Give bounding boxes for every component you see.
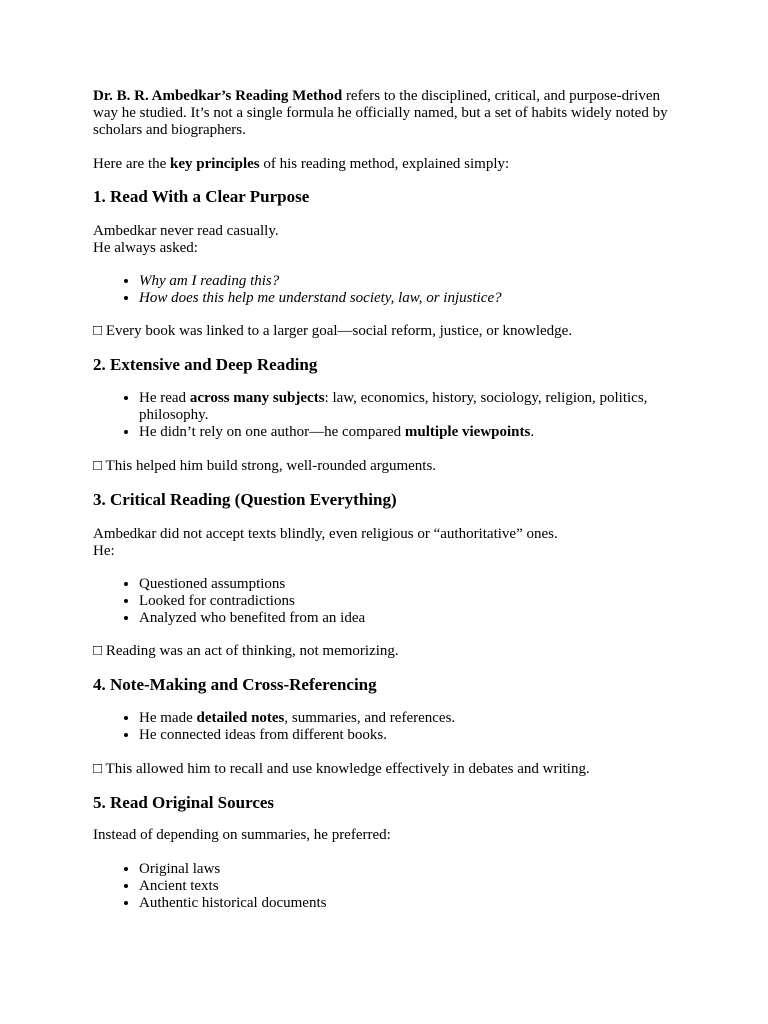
- section-heading: 5. Read Original Sources: [93, 793, 275, 812]
- note-text: Every book was linked to a larger goal—social reform, justice, or knowledge.: [105, 323, 573, 339]
- bullet-list: [93, 710, 683, 744]
- list-item: • Questioned assumptions: [139, 576, 683, 593]
- note-paragraph: [93, 323, 683, 340]
- list-item: • Original laws: [139, 861, 683, 878]
- intro-paragraph: [93, 88, 683, 139]
- section-paragraph: Instead of depending on summaries, he preferred:: [93, 827, 391, 843]
- note-paragraph: [93, 458, 683, 475]
- para-line: Ambedkar never read casually.: [93, 223, 279, 239]
- bullet-list: [93, 390, 683, 441]
- note-paragraph: [93, 761, 683, 778]
- note-paragraph: [93, 643, 683, 660]
- item-bold: across many subjects: [189, 390, 325, 406]
- item-pre: He made: [139, 710, 197, 726]
- section-heading: 2. Extensive and Deep Reading: [93, 355, 318, 374]
- bullet-list: [93, 576, 683, 627]
- section-heading: 1. Read With a Clear Purpose: [93, 187, 310, 206]
- note-glyph-icon: □: [93, 643, 103, 659]
- note-text: This helped him build strong, well-rounded arguments.: [105, 458, 437, 474]
- item-post: .: [530, 424, 535, 440]
- document-body: [93, 88, 683, 912]
- list-item: • Authentic historical documents: [139, 895, 683, 912]
- item-bold: multiple viewpoints: [404, 424, 531, 440]
- list-item: • Analyzed who benefited from an idea: [139, 610, 683, 627]
- list-item: • How does this help me understand society, law, or injustice?: [139, 290, 683, 307]
- item-post: : law, economics, history, sociology, religion, politics, philosophy.: [139, 390, 648, 423]
- lead-pre: Here are the: [93, 156, 171, 172]
- intro-title: Dr. B. R. Ambedkar’s Reading Method: [93, 88, 343, 104]
- intro-text: refers to the disciplined, critical, and purpose-driven way he studied. It’s not a single formula he officially named, but a set of habits widely noted by scholars and biographers.: [93, 88, 668, 138]
- list-item: • Why am I reading this?: [139, 273, 683, 290]
- item-bold: detailed notes: [196, 710, 285, 726]
- item-pre: He read: [139, 390, 190, 406]
- list-item: [139, 424, 683, 441]
- section-paragraph: [93, 223, 683, 257]
- para-line: Ambedkar did not accept texts blindly, even religious or “authoritative” ones.: [93, 526, 558, 542]
- section-heading: 4. Note-Making and Cross-Referencing: [93, 675, 377, 694]
- list-item: [139, 710, 683, 727]
- item-pre: He didn’t rely on one author—he compared: [139, 424, 405, 440]
- bullet-list: [93, 273, 683, 307]
- para-line: He always asked:: [93, 240, 198, 256]
- section-paragraph: [93, 526, 683, 560]
- section-heading: 3. Critical Reading (Question Everything): [93, 490, 397, 509]
- list-item: • Ancient texts: [139, 878, 683, 895]
- bullet-list: [93, 861, 683, 912]
- note-glyph-icon: □: [93, 323, 103, 339]
- list-item: [139, 390, 683, 424]
- note-text: Reading was an act of thinking, not memorizing.: [105, 643, 399, 659]
- list-item: • Looked for contradictions: [139, 593, 683, 610]
- lead-bold: key principles: [170, 156, 260, 172]
- para-line: He:: [93, 543, 115, 559]
- item-post: , summaries, and references.: [284, 710, 456, 726]
- lead-post: of his reading method, explained simply:: [259, 156, 510, 172]
- note-glyph-icon: □: [93, 761, 103, 777]
- lead-paragraph: [93, 156, 683, 173]
- list-item: • He connected ideas from different books.: [139, 727, 683, 744]
- note-glyph-icon: □: [93, 458, 103, 474]
- note-text: This allowed him to recall and use knowledge effectively in debates and writing.: [105, 761, 590, 777]
